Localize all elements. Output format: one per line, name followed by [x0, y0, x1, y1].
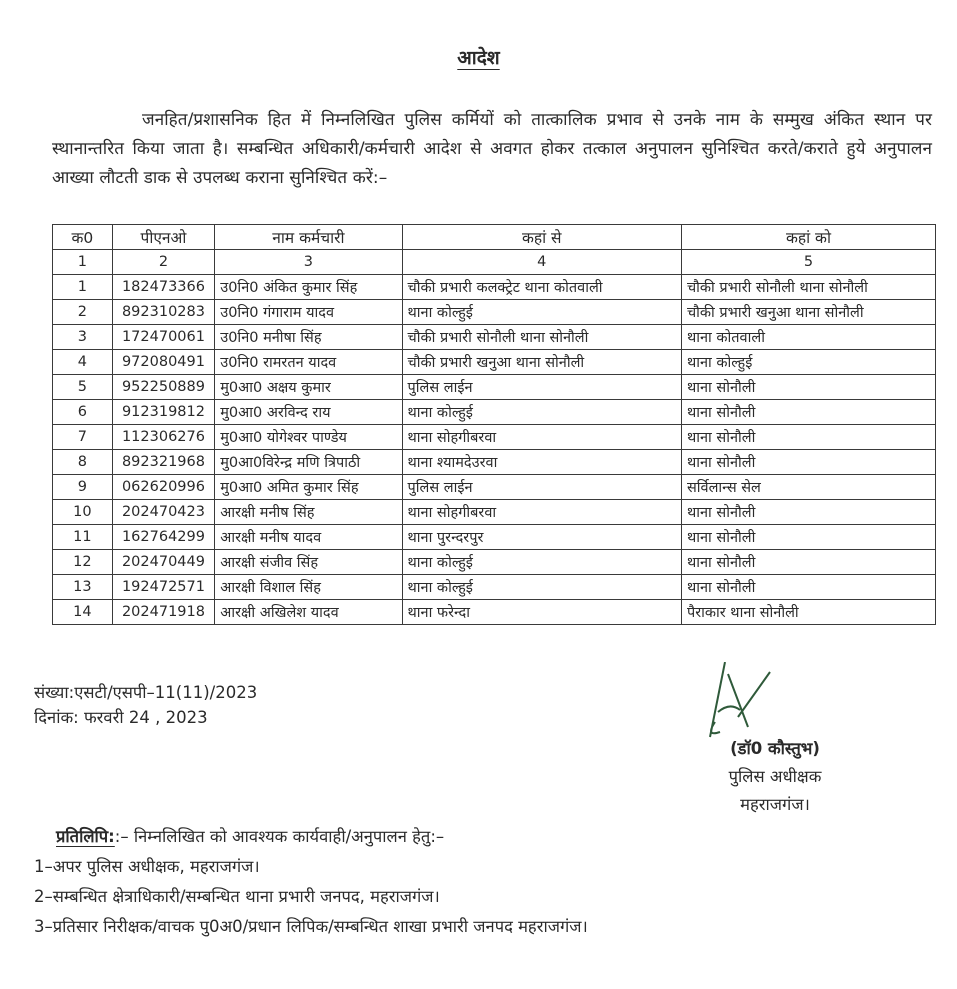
cell-pno: 112306276 [112, 425, 215, 450]
signatory-location: महराजगंज। [740, 795, 810, 814]
table-row [53, 450, 936, 475]
cell-from: चौकी प्रभारी खनुआ थाना सोनौली [402, 350, 681, 375]
copy-to-item: 3–प्रतिसार निरीक्षक/वाचक पु0अ0/प्रधान लिपिक/सम्बन्धित शाखा प्रभारी जनपद महराजगंज। [34, 917, 588, 936]
cell-to: थाना सोनौली [681, 525, 935, 550]
cell-pno: 172470061 [112, 325, 215, 350]
cell-pno: 892310283 [112, 300, 215, 325]
order-date: दिनांक: फरवरी 24 , 2023 [34, 708, 208, 727]
cell-pno: 912319812 [112, 400, 215, 425]
signatory-block [700, 735, 850, 819]
cell-pno: 202470449 [112, 550, 215, 575]
table-row [53, 425, 936, 450]
cell-from: थाना कोल्हुई [402, 550, 681, 575]
signatory-designation: पुलिस अधीक्षक [728, 767, 822, 786]
cell-serial: 12 [53, 550, 113, 575]
cell-from: थाना कोल्हुई [402, 575, 681, 600]
cell-from: थाना फरेन्दा [402, 600, 681, 625]
table-row [53, 400, 936, 425]
table-row [53, 275, 936, 300]
cell-to: थाना सोनौली [681, 375, 935, 400]
copy-to-item: 2–सम्बन्धित क्षेत्राधिकारी/सम्बन्धित थाना प्रभारी जनपद, महराजगंज। [34, 887, 440, 906]
cell-pno: 062620996 [112, 475, 215, 500]
table-header-row [53, 225, 936, 250]
header-from: कहां से [402, 225, 681, 250]
cell-employee-name: आरक्षी विशाल सिंह [215, 575, 402, 600]
cell-employee-name: उ0नि0 मनीषा सिंह [215, 325, 402, 350]
cell-serial: 1 [53, 275, 113, 300]
cell-from: पुलिस लाईन [402, 375, 681, 400]
cell-serial: 11 [53, 525, 113, 550]
column-number: 2 [112, 250, 215, 275]
cell-to: थाना सोनौली [681, 425, 935, 450]
cell-to: पैराकार थाना सोनौली [681, 600, 935, 625]
cell-pno: 202471918 [112, 600, 215, 625]
cell-serial: 13 [53, 575, 113, 600]
cell-serial: 10 [53, 500, 113, 525]
copy-to-block [34, 822, 588, 942]
cell-employee-name: मु0आ0विरेन्द्र मणि त्रिपाठी [215, 450, 402, 475]
table-row [53, 550, 936, 575]
cell-to: थाना सोनौली [681, 400, 935, 425]
cell-employee-name: आरक्षी संजीव सिंह [215, 550, 402, 575]
cell-pno: 192472571 [112, 575, 215, 600]
cell-from: थाना सोहगीबरवा [402, 500, 681, 525]
cell-employee-name: आरक्षी अखिलेश यादव [215, 600, 402, 625]
cell-employee-name: मु0आ0 अक्षय कुमार [215, 375, 402, 400]
copy-to-intro: :– निम्नलिखित को आवश्यक कार्यवाही/अनुपालन हेतु:– [114, 827, 445, 846]
copy-to-label: प्रतिलिपि: [56, 827, 115, 846]
cell-from: थाना कोल्हुई [402, 400, 681, 425]
cell-employee-name: आरक्षी मनीष सिंह [215, 500, 402, 525]
signatory-name: (डॉ0 कौस्तुभ) [730, 739, 820, 758]
cell-employee-name: मु0आ0 अरविन्द राय [215, 400, 402, 425]
cell-serial: 8 [53, 450, 113, 475]
cell-from: थाना कोल्हुई [402, 300, 681, 325]
cell-pno: 892321968 [112, 450, 215, 475]
order-paragraph: जनहित/प्रशासनिक हित में निम्नलिखित पुलिस कर्मियों को तात्कालिक प्रभाव से उनके नाम के सम्मुख अंकित स्थान पर स्थानान्तरित किया जाता है। सम्बन्धित अधिकारी/कर्मचारी आदेश से अवगत होकर तत्काल अनुपालन सुनिश्चित करते/कराते हुये अनुपालन आख्या लौटती डाक से उपलब्ध कराना सुनिश्चित करें:– [52, 110, 932, 188]
signature-mark [700, 662, 860, 742]
cell-to: थाना सोनौली [681, 450, 935, 475]
header-serial: क0 [53, 225, 113, 250]
table-row [53, 325, 936, 350]
cell-pno: 972080491 [112, 350, 215, 375]
table-row [53, 600, 936, 625]
column-number: 1 [53, 250, 113, 275]
cell-pno: 162764299 [112, 525, 215, 550]
cell-to: थाना सोनौली [681, 500, 935, 525]
cell-to: चौकी प्रभारी सोनौली थाना सोनौली [681, 275, 935, 300]
cell-from: थाना श्यामदेउरवा [402, 450, 681, 475]
cell-serial: 6 [53, 400, 113, 425]
cell-to: थाना कोल्हुई [681, 350, 935, 375]
header-to: कहां को [681, 225, 935, 250]
cell-from: चौकी प्रभारी कलक्ट्रेट थाना कोतवाली [402, 275, 681, 300]
cell-employee-name: मु0आ0 योगेश्वर पाण्डेय [215, 425, 402, 450]
cell-serial: 14 [53, 600, 113, 625]
column-number: 4 [402, 250, 681, 275]
column-number: 5 [681, 250, 935, 275]
table-row [53, 300, 936, 325]
cell-from: चौकी प्रभारी सोनौली थाना सोनौली [402, 325, 681, 350]
cell-serial: 5 [53, 375, 113, 400]
order-title-text: आदेश [457, 47, 500, 69]
header-pno: पीएनओ [112, 225, 215, 250]
cell-pno: 182473366 [112, 275, 215, 300]
cell-employee-name: आरक्षी मनीष यादव [215, 525, 402, 550]
cell-employee-name: उ0नि0 रामरतन यादव [215, 350, 402, 375]
table-row [53, 475, 936, 500]
cell-serial: 9 [53, 475, 113, 500]
cell-from: पुलिस लाईन [402, 475, 681, 500]
cell-serial: 3 [53, 325, 113, 350]
header-employee-name: नाम कर्मचारी [215, 225, 402, 250]
reference-block [34, 680, 257, 730]
table-row [53, 500, 936, 525]
cell-to: थाना सोनौली [681, 575, 935, 600]
table-row [53, 375, 936, 400]
cell-serial: 2 [53, 300, 113, 325]
cell-employee-name: मु0आ0 अमित कुमार सिंह [215, 475, 402, 500]
column-number-row [53, 250, 936, 275]
cell-to: थाना कोतवाली [681, 325, 935, 350]
table-row [53, 350, 936, 375]
table-row [53, 525, 936, 550]
cell-employee-name: उ0नि0 गंगाराम यादव [215, 300, 402, 325]
table-row [53, 575, 936, 600]
cell-serial: 4 [53, 350, 113, 375]
copy-to-heading [34, 822, 588, 852]
column-number: 3 [215, 250, 402, 275]
order-title [0, 44, 957, 70]
transfer-table [52, 224, 936, 625]
cell-pno: 952250889 [112, 375, 215, 400]
cell-from: थाना पुरन्दरपुर [402, 525, 681, 550]
cell-to: सर्विलान्स सेल [681, 475, 935, 500]
cell-from: थाना सोहगीबरवा [402, 425, 681, 450]
cell-to: थाना सोनौली [681, 550, 935, 575]
cell-to: चौकी प्रभारी खनुआ थाना सोनौली [681, 300, 935, 325]
table-body [53, 275, 936, 625]
reference-number: संख्या:एसटी/एसपी–11(11)/2023 [34, 683, 258, 702]
cell-pno: 202470423 [112, 500, 215, 525]
cell-serial: 7 [53, 425, 113, 450]
copy-to-item: 1–अपर पुलिस अधीक्षक, महराजगंज। [34, 857, 260, 876]
cell-employee-name: उ0नि0 अंकित कुमार सिंह [215, 275, 402, 300]
